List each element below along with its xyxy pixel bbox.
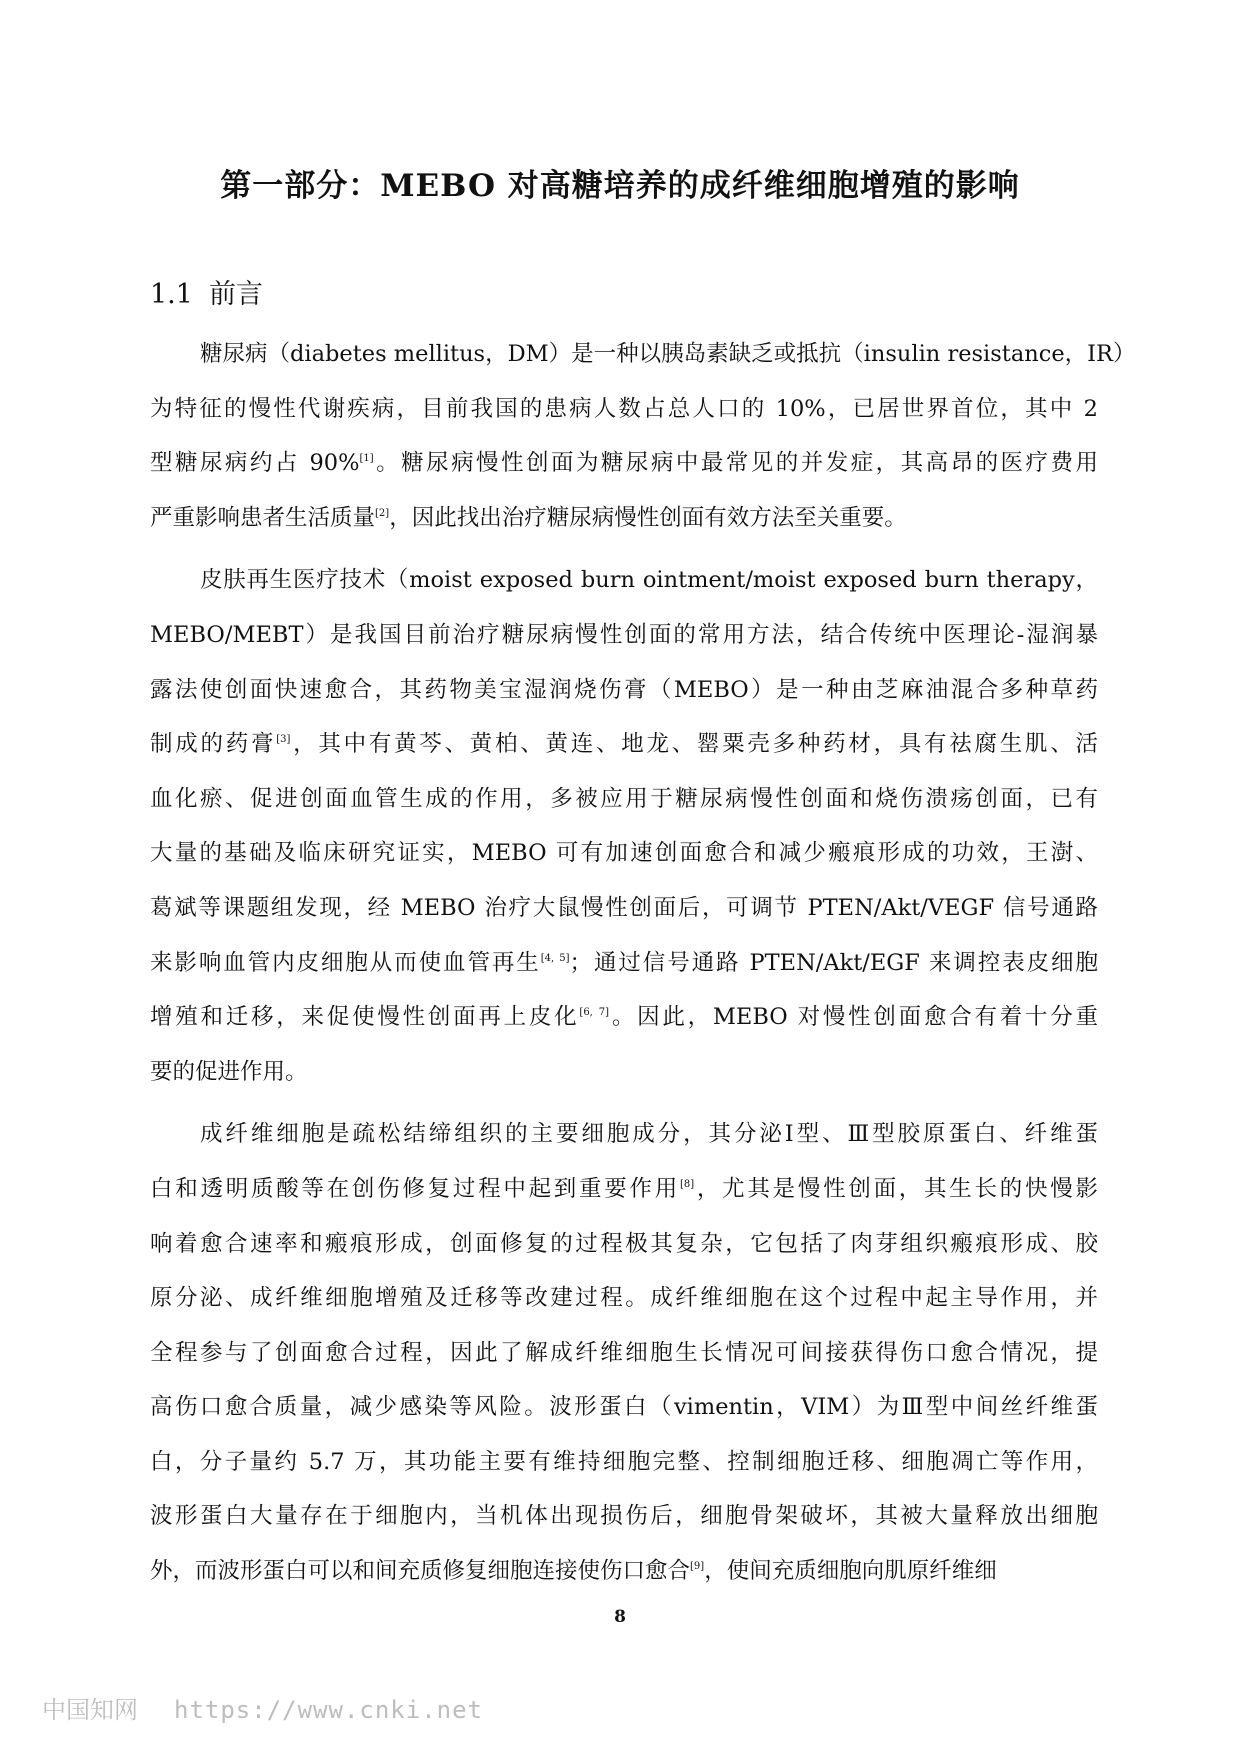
citation-ref: [3] xyxy=(276,734,291,746)
watermark-footer xyxy=(42,1690,483,1725)
line-text: 皮肤再生医疗技术（moist exposed burn ointment/moist exposed burn therapy， xyxy=(200,567,1098,594)
text-line xyxy=(150,1045,1098,1100)
text-line xyxy=(150,491,1098,546)
text-line xyxy=(150,436,1098,491)
text-line xyxy=(150,1217,1098,1272)
line-text: 白，分子量约 5.7 万，其功能主要有维持细胞完整、控制细胞迁移、细胞凋亡等作用， xyxy=(150,1448,1098,1475)
line-text: ，尤其是慢性创面，其生长的快慢影 xyxy=(694,1175,1098,1202)
section-heading xyxy=(150,272,263,311)
line-text: ，使间充质细胞向肌原纤维细 xyxy=(704,1558,997,1585)
line-text: 增殖和迁移，来促使慢性创面再上皮化 xyxy=(150,1004,580,1031)
line-text: ，因此找出治疗糖尿病慢性创面有效方法至关重要。 xyxy=(389,504,907,531)
text-line xyxy=(150,1326,1098,1381)
text-line xyxy=(150,382,1098,437)
body-text xyxy=(150,327,1136,1599)
line-text: 要的促进作用。 xyxy=(150,1058,308,1085)
citation-ref: [2] xyxy=(375,507,390,519)
line-text: 成纤维细胞是疏松结缔组织的主要细胞成分，其分泌Ⅰ型、Ⅲ型胶原蛋白、纤维蛋 xyxy=(200,1121,1098,1148)
line-text: 严重影响患者生活质量 xyxy=(150,504,376,531)
text-line xyxy=(150,608,1098,663)
section-title: 前言 xyxy=(208,279,263,310)
text-line xyxy=(150,936,1098,991)
line-text: 响着愈合速率和瘢痕形成，创面修复的过程极其复杂，它包括了肉芽组织瘢痕形成、胶 xyxy=(150,1230,1098,1257)
line-text: ；通过信号通路 PTEN/Akt/EGF 来调控表皮细胞 xyxy=(569,949,1098,976)
citation-ref: [1] xyxy=(359,453,374,465)
text-line xyxy=(150,1435,1098,1490)
watermark-site-name: 中国知网 xyxy=(42,1696,138,1724)
line-text: 型糖尿病约占 90% xyxy=(150,450,360,477)
line-text: 糖尿病（diabetes mellitus，DM）是一种以胰岛素缺乏或抵抗（insulin resistance，IR） xyxy=(200,341,1136,367)
line-text: 葛斌等课题组发现，经 MEBO 治疗大鼠慢性创面后，可调节 PTEN/Akt/VEGF 信号通路 xyxy=(150,894,1098,921)
line-text: 原分泌、成纤维细胞增殖及迁移等改建过程。成纤维细胞在这个过程中起主导作用，并 xyxy=(150,1285,1098,1312)
citation-ref: [8] xyxy=(680,1178,695,1190)
text-line xyxy=(150,1107,1098,1162)
line-text: 来影响血管内皮细胞从而使血管再生 xyxy=(150,949,541,976)
line-text: 外，而波形蛋白可以和间充质修复细胞连接使伤口愈合 xyxy=(150,1558,691,1585)
text-line xyxy=(150,772,1098,827)
text-line xyxy=(150,1380,1098,1435)
citation-ref: [9] xyxy=(690,1561,705,1573)
line-text: 。因此，MEBO 对慢性创面愈合有着十分重 xyxy=(609,1004,1099,1031)
line-text: 露法使创面快速愈合，其药物美宝湿润烧伤膏（MEBO）是一种由芝麻油混合多种草药 xyxy=(150,676,1098,703)
line-text: 为特征的慢性代谢疾病，目前我国的患病人数占总人口的 10%，已居世界首位，其中 2 xyxy=(150,395,1098,422)
paragraph xyxy=(150,553,1098,1099)
line-text: 全程参与了创面愈合过程，因此了解成纤维细胞生长情况可间接获得伤口愈合情况，提 xyxy=(150,1339,1098,1366)
line-text: MEBO/MEBT）是我国目前治疗糖尿病慢性创面的常用方法，结合传统中医理论-湿润暴 xyxy=(150,621,1098,648)
watermark-url: https://www.cnki.net xyxy=(174,1696,483,1724)
line-text: 白和透明质酸等在创伤修复过程中起到重要作用 xyxy=(150,1175,680,1202)
line-text: 高伤口愈合质量，减少感染等风险。波形蛋白（vimentin，VIM）为Ⅲ型中间丝纤维蛋 xyxy=(150,1394,1098,1421)
citation-ref: [6, 7] xyxy=(579,1007,610,1019)
line-text: 血化瘀、促进创面血管生成的作用，多被应用于糖尿病慢性创面和烧伤溃疡创面，已有 xyxy=(150,785,1098,812)
line-text: 制成的药膏 xyxy=(150,731,277,758)
paragraph-gap xyxy=(150,545,1098,553)
line-text: 波形蛋白大量存在于细胞内，当机体出现损伤后，细胞骨架破坏，其被大量释放出细胞 xyxy=(150,1503,1098,1530)
line-text: 大量的基础及临床研究证实，MEBO 可有加速创面愈合和减少瘢痕形成的功效，王澍、 xyxy=(150,840,1098,867)
citation-ref: [4, 5] xyxy=(540,952,570,964)
text-line xyxy=(150,1162,1098,1217)
text-line xyxy=(150,717,1098,772)
paragraph xyxy=(150,1107,1098,1598)
line-text: ，其中有黄芩、黄柏、黄连、地龙、罂粟壳多种药材，具有祛腐生肌、活 xyxy=(290,731,1098,758)
paragraph-gap xyxy=(150,1099,1098,1107)
page-number: 8 xyxy=(614,1607,626,1627)
text-line xyxy=(150,990,1098,1045)
text-line xyxy=(150,1489,1098,1544)
text-line xyxy=(150,1271,1098,1326)
paragraph xyxy=(150,327,1136,545)
text-line xyxy=(150,881,1098,936)
text-line xyxy=(150,553,1098,608)
text-line xyxy=(150,663,1098,718)
chapter-title: 第一部分：MEBO 对高糖培养的成纤维细胞增殖的影响 xyxy=(220,168,1020,204)
line-text: 。糖尿病慢性创面为糖尿病中最常见的并发症，其高昂的医疗费用 xyxy=(373,450,1098,477)
text-line xyxy=(150,327,1136,382)
text-line xyxy=(150,826,1098,881)
section-number: 1.1 xyxy=(150,279,193,310)
text-line xyxy=(150,1544,1098,1599)
